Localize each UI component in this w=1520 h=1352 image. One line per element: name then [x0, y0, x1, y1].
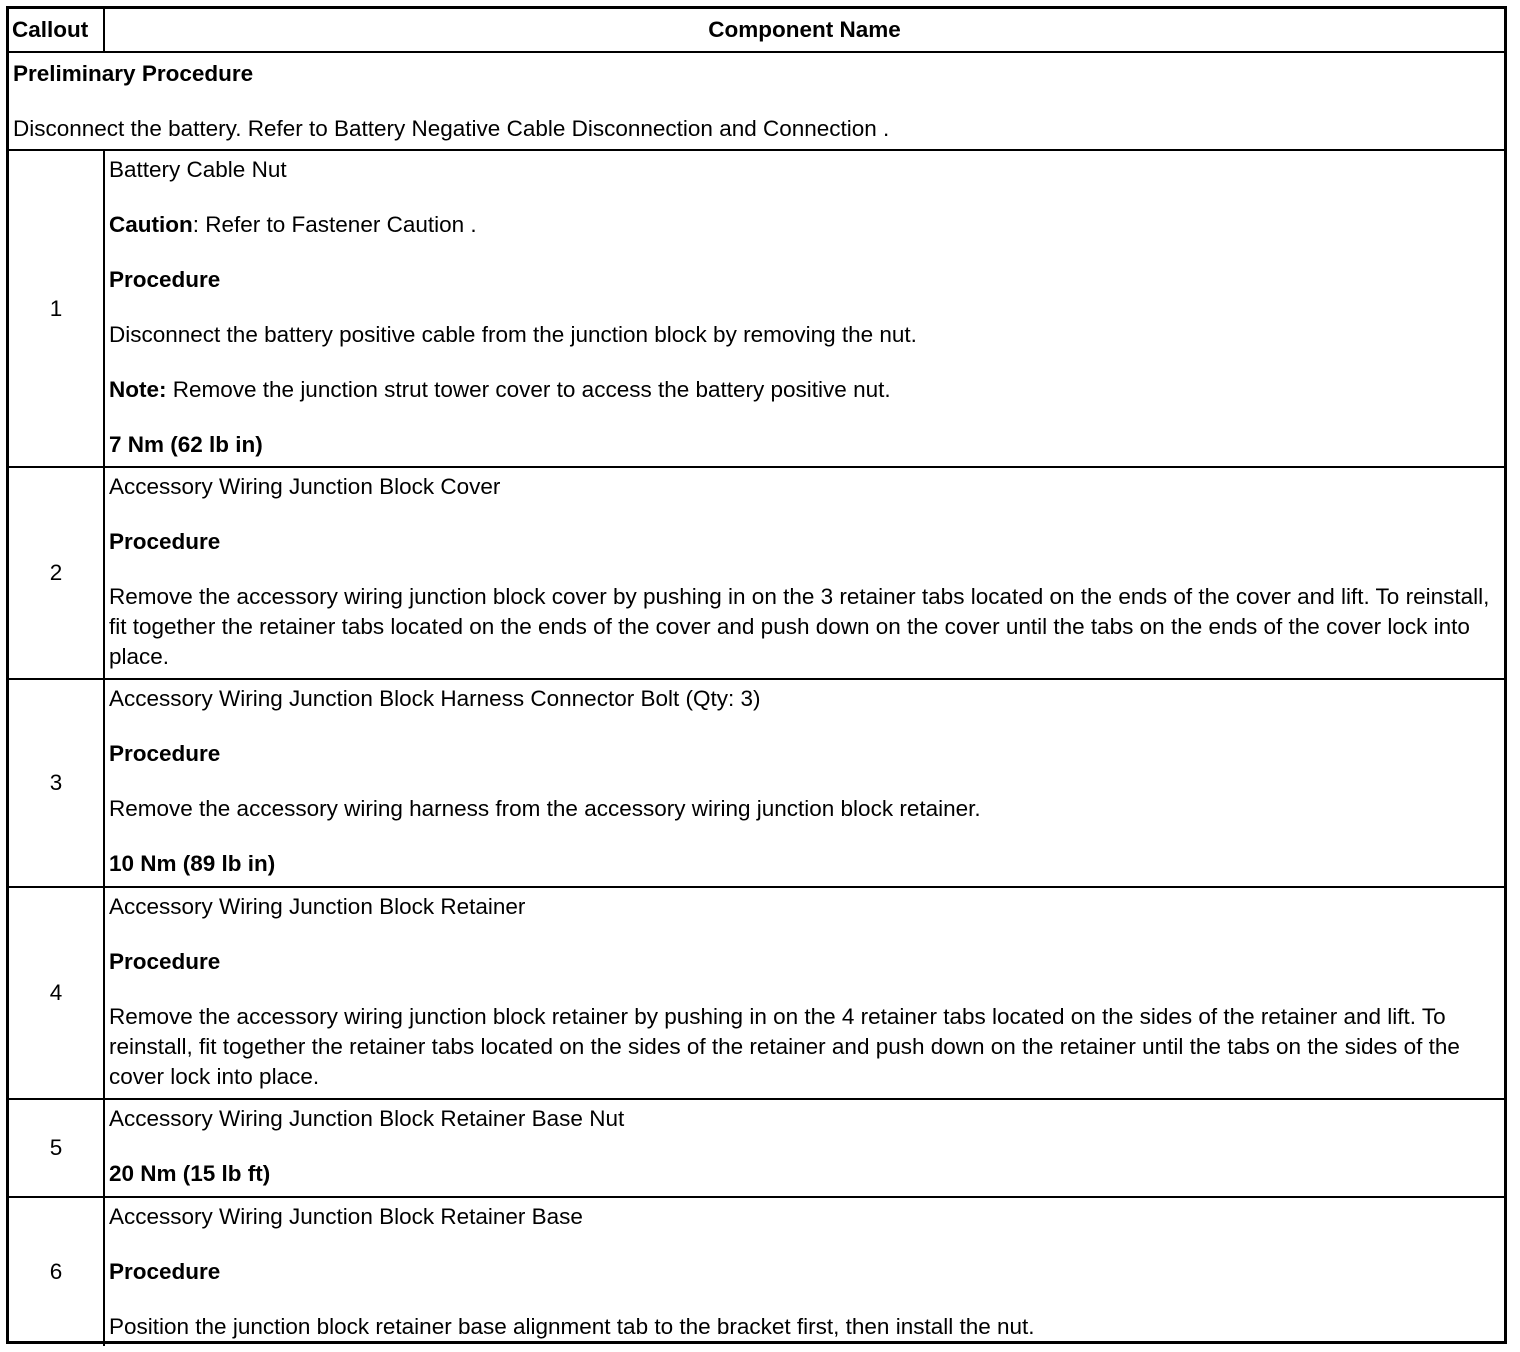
component-name: Accessory Wiring Junction Block Retainer: [109, 894, 526, 919]
procedure-heading: Procedure: [109, 741, 221, 766]
component-name: Accessory Wiring Junction Block Retainer Base: [109, 1204, 583, 1229]
component-cell: [104, 150, 1504, 467]
callout-number: 5: [9, 1099, 104, 1197]
table-row: [9, 150, 1504, 467]
header-component-name: Component Name: [104, 9, 1504, 52]
callout-number: 1: [9, 150, 104, 467]
header-callout: Callout: [9, 9, 104, 52]
torque-spec: 10 Nm (89 lb in): [109, 851, 276, 876]
component-cell: [104, 1099, 1504, 1197]
procedure-text: Disconnect the battery positive cable from the junction block by removing the nut.: [109, 322, 917, 347]
preliminary-title: Preliminary Procedure: [13, 61, 254, 86]
callout-number: 4: [9, 887, 104, 1099]
component-name: Battery Cable Nut: [109, 157, 287, 182]
procedure-text: Position the junction block retainer base alignment tab to the bracket first, then install the nut.: [109, 1314, 1035, 1339]
procedure-text: Remove the accessory wiring harness from the accessory wiring junction block retainer.: [109, 796, 981, 821]
procedure-heading: Procedure: [109, 267, 221, 292]
torque-spec: 7 Nm (62 lb in): [109, 432, 263, 457]
caution-line: [109, 210, 1498, 240]
note-label: Note:: [109, 377, 167, 402]
callout-number: 3: [9, 679, 104, 887]
header-row: [9, 9, 1504, 52]
table-row: [9, 887, 1504, 1099]
component-table-frame: [6, 6, 1507, 1344]
caution-label: Caution: [109, 212, 193, 237]
component-name: Accessory Wiring Junction Block Cover: [109, 474, 501, 499]
table-row: [9, 467, 1504, 679]
procedure-heading: Procedure: [109, 1259, 221, 1284]
procedure-heading: Procedure: [109, 529, 221, 554]
callout-number: 6: [9, 1197, 104, 1346]
preliminary-cell: [9, 52, 1504, 150]
component-name: Accessory Wiring Junction Block Harness Connector Bolt (Qty: 3): [109, 686, 761, 711]
component-cell: [104, 1197, 1504, 1346]
preliminary-row: [9, 52, 1504, 150]
component-cell: [104, 467, 1504, 679]
procedure-text: Remove the accessory wiring junction block retainer by pushing in on the 4 retainer tabs located on the sides of the retainer and lift. To reinstall, fit together the retainer tabs located on the sides of the retainer and push down on the retainer until the tabs on the sides of the cover lock into place.: [109, 1004, 1460, 1089]
note-text: Remove the junction strut tower cover to access the battery positive nut.: [166, 377, 891, 402]
component-cell: [104, 887, 1504, 1099]
preliminary-text: Disconnect the battery. Refer to Battery Negative Cable Disconnection and Connection .: [13, 116, 890, 141]
note-line: [109, 375, 1498, 405]
component-cell: [104, 679, 1504, 887]
procedure-text: Remove the accessory wiring junction block cover by pushing in on the 3 retainer tabs located on the ends of the cover and lift. To reinstall, fit together the retainer tabs located on the ends of the cover and push down on the cover until the tabs on the ends of the cover lock into place.: [109, 584, 1490, 669]
table-row: [9, 679, 1504, 887]
procedure-heading: Procedure: [109, 949, 221, 974]
callout-number: 2: [9, 467, 104, 679]
component-table: [9, 9, 1504, 1346]
torque-spec: 20 Nm (15 lb ft): [109, 1161, 271, 1186]
component-name: Accessory Wiring Junction Block Retainer Base Nut: [109, 1106, 625, 1131]
table-row: [9, 1099, 1504, 1197]
caution-text: : Refer to Fastener Caution .: [192, 212, 477, 237]
table-row: [9, 1197, 1504, 1346]
